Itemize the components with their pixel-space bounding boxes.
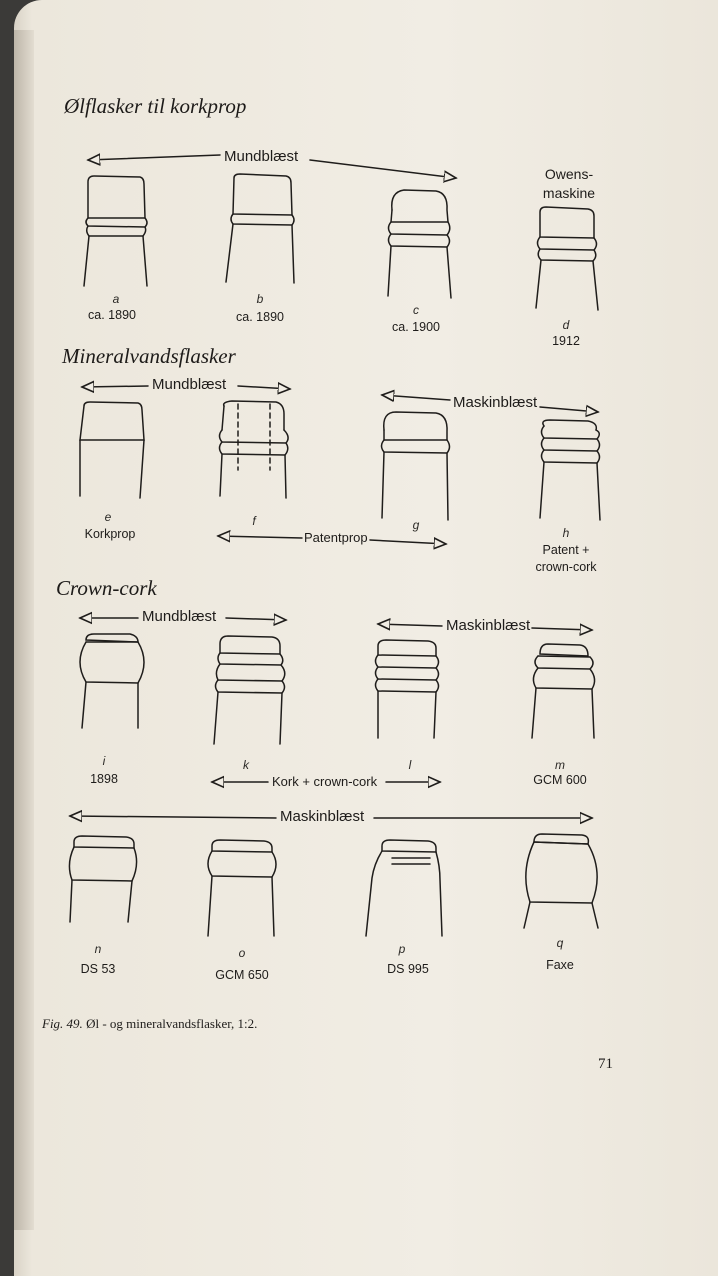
bottle-letter: f [252, 514, 256, 528]
bottle-d [536, 207, 598, 310]
bottle-m [532, 644, 595, 738]
bottle-n [69, 836, 136, 922]
arrow-label-patentprop: Patentprop [304, 530, 368, 545]
bottle-k [214, 636, 285, 744]
arrow-label-kork-crown-cork: Kork + crown-cork [272, 774, 378, 789]
bottle-b [226, 174, 294, 283]
bottle-label: ca. 1890 [88, 308, 136, 322]
section-heading-crown: Crown-cork [56, 576, 157, 600]
bottle-label: 1912 [552, 334, 580, 348]
figure-caption-text: Øl - og mineralvandsflasker, 1:2. [86, 1016, 258, 1031]
arrow-label-mundblaest: Mundblæst [224, 148, 299, 165]
bottle-letter: m [555, 758, 565, 772]
bottle-e [80, 402, 144, 498]
arrow-line [88, 155, 220, 160]
bottle-a [84, 176, 147, 286]
bottle-label: Faxe [546, 958, 574, 972]
bottle-letter: d [562, 318, 570, 332]
bottle-f [220, 401, 289, 498]
page-number: 71 [598, 1056, 613, 1072]
bottle-letter: p [398, 942, 406, 956]
arrow-label-maskinblaest: Maskinblæst [280, 808, 365, 825]
bottle-label: GCM 600 [533, 773, 587, 787]
bottle-l [376, 640, 439, 738]
bottle-label: GCM 650 [215, 968, 269, 982]
bottle-label: DS 53 [80, 962, 116, 976]
bottle-i [80, 634, 144, 728]
bottle-label: 1898 [90, 772, 118, 786]
arrow-label-maskinblaest: Maskinblæst [453, 394, 538, 411]
bottle-letter: c [413, 303, 419, 317]
bottle-label: ca. 1890 [236, 310, 284, 324]
bottle-o [208, 840, 276, 936]
arrow-label-mundblaest: Mundblæst [142, 608, 217, 625]
arrow-label-maskinblaest: Maskinblæst [446, 617, 531, 634]
bottle-q [524, 834, 598, 928]
owens-maskine-label: Owens- maskine [542, 166, 596, 201]
bottle-letter: h [562, 526, 570, 540]
arrow-line [310, 160, 456, 178]
bottle-letter: a [112, 292, 120, 306]
bottle-label: Patent + crown-cork [535, 543, 597, 574]
section-heading-mineral: Mineralvandsflasker [62, 344, 236, 368]
bottle-p [366, 840, 442, 936]
bottle-letter: q [556, 936, 564, 950]
bottle-h [540, 420, 600, 520]
figure-caption [42, 1016, 257, 1032]
bottle-letter: e [104, 510, 112, 524]
bottle-label: ca. 1900 [392, 320, 440, 334]
bottle-letter: n [94, 942, 102, 956]
bottle-letter: o [238, 946, 246, 960]
bottle-letter: i [102, 754, 106, 768]
bottle-letter: b [256, 292, 264, 306]
section-heading-olflasker: Ølflasker til korkprop [64, 94, 247, 118]
bottle-letter: k [243, 758, 249, 772]
bottle-letter: l [408, 758, 412, 772]
arrow-label-mundblaest: Mundblæst [152, 376, 227, 393]
bottle-g [382, 412, 450, 520]
bottle-letter: g [412, 518, 420, 532]
bottle-c [388, 190, 451, 298]
bottle-label: Korkprop [84, 527, 136, 541]
figure-number: Fig. 49. [42, 1016, 83, 1031]
bottle-label: DS 995 [387, 962, 429, 976]
